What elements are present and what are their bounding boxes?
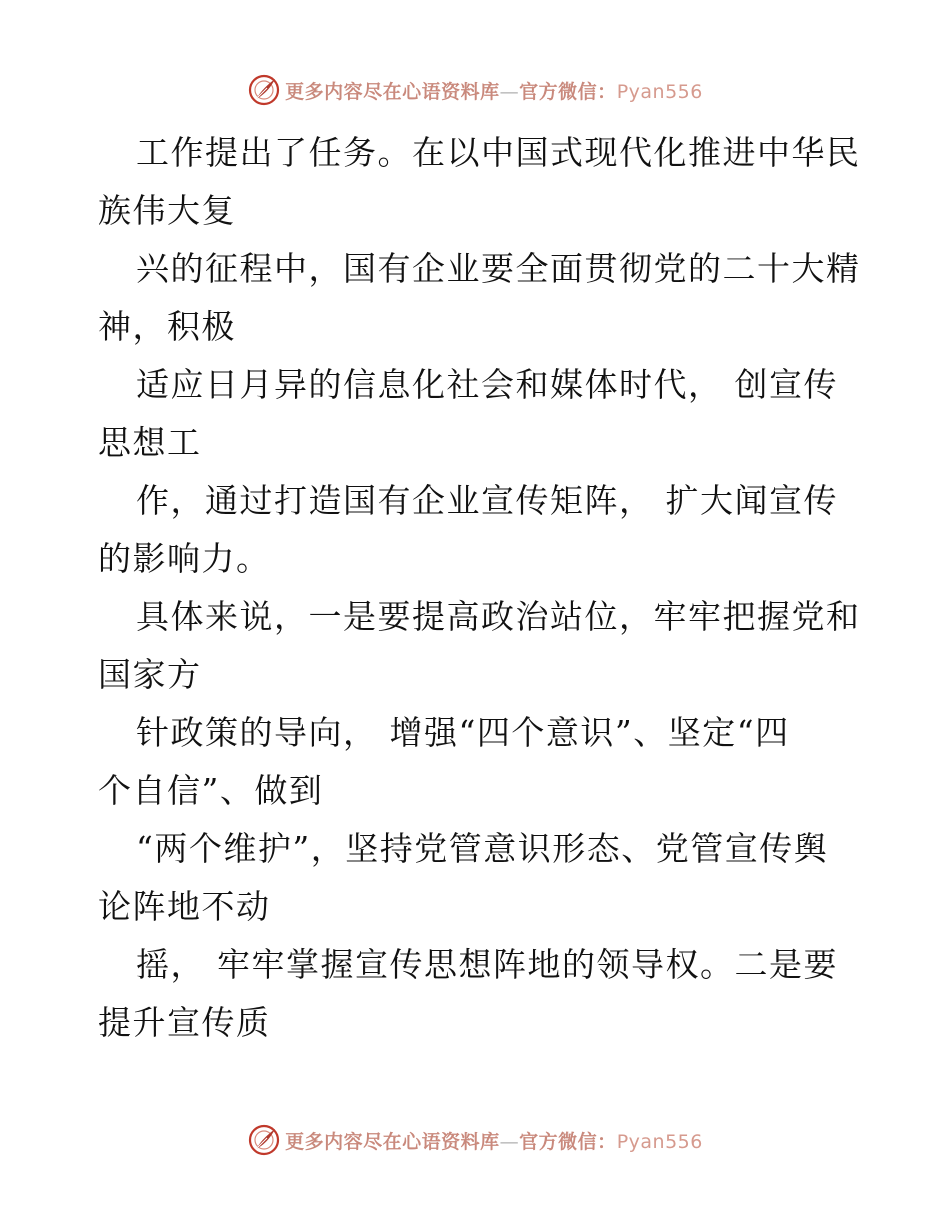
paragraph <box>98 356 858 472</box>
watermark-dash: — <box>499 80 520 103</box>
watermark-handle: Pyan556 <box>616 80 703 103</box>
paragraph <box>98 240 861 356</box>
paragraph <box>98 704 858 820</box>
watermark-dash: — <box>499 1130 520 1153</box>
watermark-text <box>285 77 703 104</box>
watermark-wechat-label: 官方微信： <box>519 1130 617 1153</box>
paragraph-line: 的影响力。 <box>98 539 271 578</box>
paragraph-line: 国家方 <box>98 655 202 694</box>
watermark-main: 更多内容尽在心语资料库 <box>285 80 500 103</box>
paragraph <box>98 588 861 704</box>
watermark-handle: Pyan556 <box>616 1130 703 1153</box>
feather-logo-icon <box>247 1123 281 1157</box>
paragraph-line: 工作提出了任务。在以中国式现代化推进中华民 <box>136 133 861 172</box>
paragraph-line: 族伟大复 <box>98 191 236 230</box>
paragraph <box>98 124 861 240</box>
paragraph-line: 作，通过打造国有企业宣传矩阵， 扩大闻宣传 <box>136 481 838 520</box>
paragraph-line: 摇， 牢牢掌握宣传思想阵地的领导权。二是要 <box>136 945 838 984</box>
header-watermark <box>0 70 950 110</box>
document-body <box>98 124 861 1052</box>
paragraph-line: 思想工 <box>98 423 202 462</box>
paragraph <box>98 820 858 936</box>
paragraph-line: 适应日月异的信息化社会和媒体时代， 创宣传 <box>136 365 838 404</box>
paragraph-line: 具体来说，一是要提高政治站位，牢牢把握党和 <box>136 597 861 636</box>
watermark-wechat-label: 官方微信： <box>519 80 617 103</box>
paragraph-line: 针政策的导向， 增强“四个意识”、坚定“四 <box>136 713 790 752</box>
footer-watermark <box>0 1120 950 1160</box>
paragraph-line: 兴的征程中，国有企业要全面贯彻党的二十大精 <box>136 249 861 288</box>
paragraph-line: “两个维护”，坚持党管意识形态、党管宣传舆 <box>136 829 829 868</box>
feather-logo-icon <box>247 73 281 107</box>
paragraph-line: 神，积极 <box>98 307 236 346</box>
paragraph <box>98 472 858 588</box>
watermark-text <box>285 1127 703 1154</box>
watermark-main: 更多内容尽在心语资料库 <box>285 1130 500 1153</box>
paragraph-line: 论阵地不动 <box>98 887 271 926</box>
paragraph <box>98 936 858 1052</box>
paragraph-line: 个自信”、做到 <box>98 771 324 810</box>
paragraph-line: 提升宣传质 <box>98 1003 271 1042</box>
